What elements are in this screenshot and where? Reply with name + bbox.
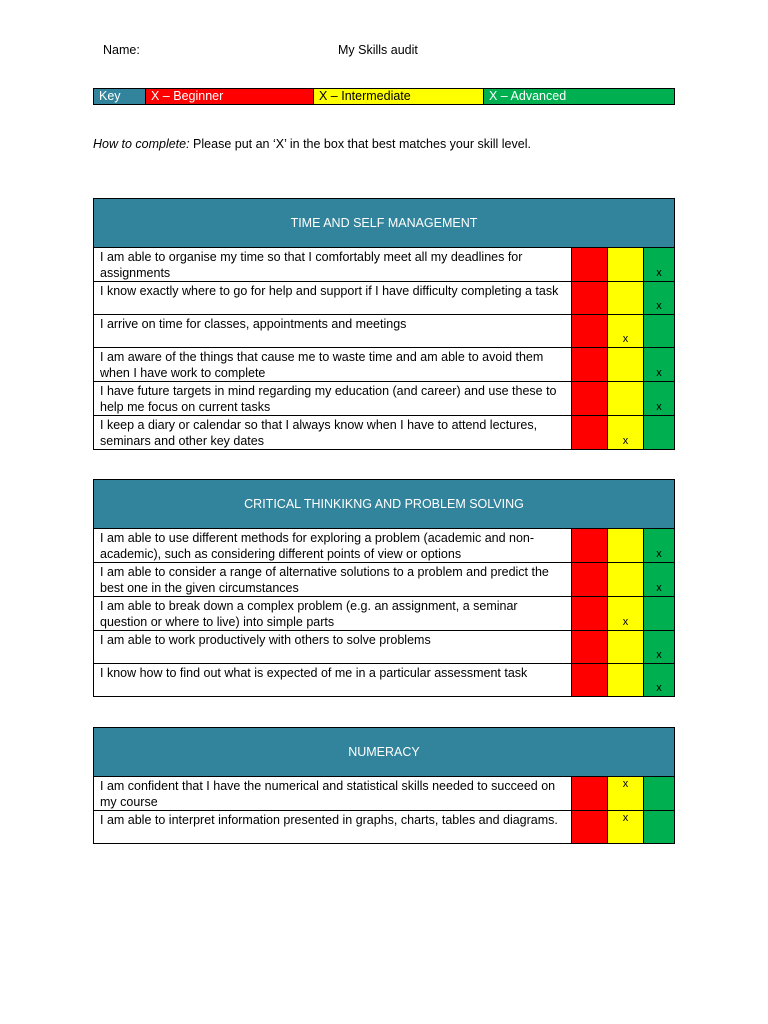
skill-statement: I have future targets in mind regarding my education (and career) and use these to help me focus on current tasks xyxy=(94,382,572,416)
beginner-cell[interactable] xyxy=(572,282,608,315)
table-row xyxy=(94,382,675,416)
key-advanced: X – Advanced xyxy=(484,89,674,104)
beginner-cell[interactable] xyxy=(572,811,608,844)
table-row xyxy=(94,811,675,844)
advanced-cell[interactable] xyxy=(644,315,675,348)
instructions-lead: How to complete: xyxy=(93,137,190,151)
page-title: My Skills audit xyxy=(338,43,418,57)
skill-statement: I arrive on time for classes, appointments and meetings xyxy=(94,315,572,348)
intermediate-cell[interactable]: x xyxy=(608,811,644,844)
table-row xyxy=(94,315,675,348)
name-label: Name: xyxy=(103,43,140,57)
key-label: Key xyxy=(94,89,146,104)
skill-statement: I am able to use different methods for exploring a problem (academic and non-academic), such as considering different points of view or options xyxy=(94,529,572,563)
intermediate-cell[interactable] xyxy=(608,664,644,697)
table-row xyxy=(94,529,675,563)
intermediate-cell[interactable] xyxy=(608,529,644,563)
advanced-cell[interactable]: x xyxy=(644,348,675,382)
skill-statement: I am able to interpret information presented in graphs, charts, tables and diagrams. xyxy=(94,811,572,844)
table-row xyxy=(94,664,675,697)
skill-level-key xyxy=(93,88,675,105)
beginner-cell[interactable] xyxy=(572,248,608,282)
table-row xyxy=(94,597,675,631)
intermediate-cell[interactable]: x xyxy=(608,777,644,811)
table-row xyxy=(94,282,675,315)
advanced-cell[interactable]: x xyxy=(644,382,675,416)
table-row xyxy=(94,416,675,450)
skill-statement: I keep a diary or calendar so that I always know when I have to attend lectures, seminars and other key dates xyxy=(94,416,572,450)
intermediate-cell[interactable] xyxy=(608,382,644,416)
table-row xyxy=(94,631,675,664)
beginner-cell[interactable] xyxy=(572,597,608,631)
instructions xyxy=(93,137,531,151)
advanced-cell[interactable]: x xyxy=(644,248,675,282)
beginner-cell[interactable] xyxy=(572,348,608,382)
skill-statement: I am able to organise my time so that I comfortably meet all my deadlines for assignments xyxy=(94,248,572,282)
instructions-text: Please put an ‘X’ in the box that best matches your skill level. xyxy=(189,137,531,151)
advanced-cell[interactable] xyxy=(644,811,675,844)
section-table-time-management xyxy=(93,198,675,450)
skill-statement: I am able to work productively with others to solve problems xyxy=(94,631,572,664)
table-row xyxy=(94,777,675,811)
beginner-cell[interactable] xyxy=(572,416,608,450)
skill-statement: I am able to break down a complex problem (e.g. an assignment, a seminar question or where to live) into simple parts xyxy=(94,597,572,631)
advanced-cell[interactable] xyxy=(644,597,675,631)
advanced-cell[interactable] xyxy=(644,416,675,450)
section-header: TIME AND SELF MANAGEMENT xyxy=(94,199,675,248)
beginner-cell[interactable] xyxy=(572,529,608,563)
beginner-cell[interactable] xyxy=(572,563,608,597)
intermediate-cell[interactable] xyxy=(608,348,644,382)
intermediate-cell[interactable]: x xyxy=(608,416,644,450)
advanced-cell[interactable]: x xyxy=(644,664,675,697)
skill-statement: I know exactly where to go for help and support if I have difficulty completing a task xyxy=(94,282,572,315)
key-intermediate: X – Intermediate xyxy=(314,89,484,104)
intermediate-cell[interactable]: x xyxy=(608,315,644,348)
beginner-cell[interactable] xyxy=(572,382,608,416)
table-row xyxy=(94,248,675,282)
intermediate-cell[interactable] xyxy=(608,631,644,664)
skill-statement: I am aware of the things that cause me to waste time and am able to avoid them when I have work to complete xyxy=(94,348,572,382)
skill-statement: I know how to find out what is expected of me in a particular assessment task xyxy=(94,664,572,697)
section-header: CRITICAL THINKIKNG AND PROBLEM SOLVING xyxy=(94,480,675,529)
advanced-cell[interactable] xyxy=(644,777,675,811)
advanced-cell[interactable]: x xyxy=(644,631,675,664)
section-header: NUMERACY xyxy=(94,728,675,777)
skill-statement: I am confident that I have the numerical and statistical skills needed to succeed on my course xyxy=(94,777,572,811)
section-table-critical-thinking xyxy=(93,479,675,697)
advanced-cell[interactable]: x xyxy=(644,563,675,597)
beginner-cell[interactable] xyxy=(572,664,608,697)
intermediate-cell[interactable] xyxy=(608,282,644,315)
intermediate-cell[interactable]: x xyxy=(608,597,644,631)
advanced-cell[interactable]: x xyxy=(644,282,675,315)
skill-statement: I am able to consider a range of alternative solutions to a problem and predict the best one in the given circumstances xyxy=(94,563,572,597)
key-beginner: X – Beginner xyxy=(146,89,314,104)
beginner-cell[interactable] xyxy=(572,315,608,348)
table-row xyxy=(94,563,675,597)
beginner-cell[interactable] xyxy=(572,631,608,664)
intermediate-cell[interactable] xyxy=(608,563,644,597)
section-table-numeracy xyxy=(93,727,675,844)
intermediate-cell[interactable] xyxy=(608,248,644,282)
table-row xyxy=(94,348,675,382)
advanced-cell[interactable]: x xyxy=(644,529,675,563)
beginner-cell[interactable] xyxy=(572,777,608,811)
